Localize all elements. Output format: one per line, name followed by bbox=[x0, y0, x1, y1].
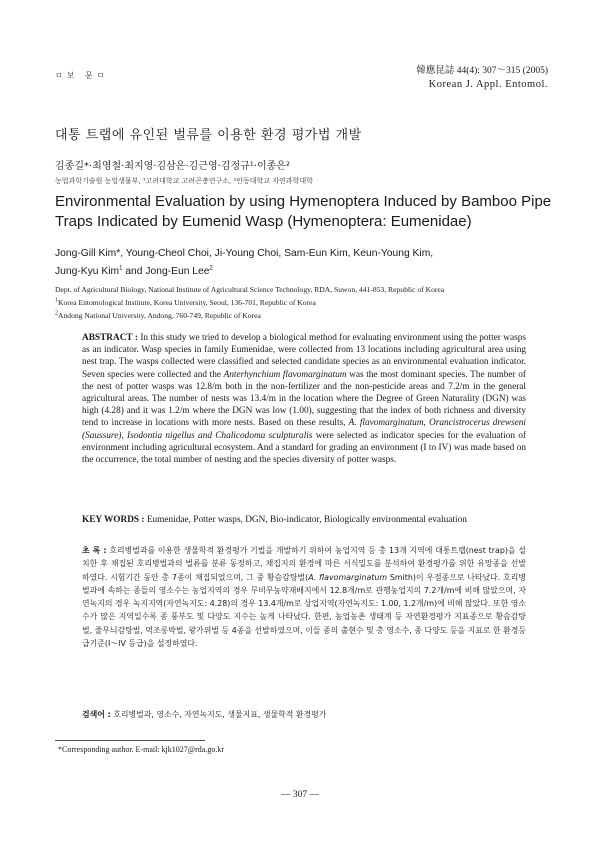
english-abstract: ABSTRACT : In this study we tried to develop a biological method for evaluating environment using the potter wasps as an indicator. Wasp species in family Eumenidae, were collected from 13 locations including agricultural area using nest trap. The wasps collected were classified and selected candidate species as an environmental evaluation indicator. Seven species were collected and the Anterhynchium flavomarginatum was the most dominant species. The number of the nest of potter wasps was 12.8/m both in the non-fertilizer and the non-pesticide areas and 7.2/m in the general agricultural areas. The number of nests was 13.4/m in the location where the Degree of Green Naturality (DGN) was high (4.28) and it was 1.2/m where the DGN was low (1.00), suggesting that the index of both richness and diversity tend to increase in locations with more nests. Based on these results, A. flavomarginatum, Orancistrocerus drewseni (Saussure), Isodontia nigellus and Chalicodoma sculpturalis were selected as indicator species for the evaluation of environment including agricultural ecosystem. And a standard for grading an environment (I to IV) was made based on the occurrence, the total number of nesting and the species diversity of potter wasps. bbox=[82, 333, 526, 466]
author-line-1: Jong-Gill Kim*, Young-Cheol Choi, Ji-Young Choi, Sam-Eun Kim, Keun-Young Kim, bbox=[55, 248, 434, 259]
species-name: Anterhynchium flavomarginatum bbox=[223, 369, 347, 380]
korean-keywords: 검색어 : 호리병벌과, 영소수, 자연녹지도, 생물지표, 생물학적 환경평가 bbox=[82, 710, 327, 719]
affiliation-3: $^2$Andong National University, Andong, 760-749, Republic of Korea bbox=[55, 310, 261, 320]
affiliation-2: $^1$Korea Entomological Institute, Korea University, Seoul, 136-701, Republic of Korea bbox=[55, 297, 316, 307]
english-keywords: KEY WORDS : Eumenidae, Potter wasps, DGN, Bio-indicator, Biologically environmental evaluation bbox=[82, 515, 467, 525]
affiliation-1: Dept. of Agricultural Biology, National Institute of Agricultural Science Technology, RDA, Suwon, 441-853, Republic of Korea bbox=[55, 285, 445, 294]
journal-citation-korean: 韓應昆誌 44(4): 307～315 (2005) bbox=[416, 66, 548, 76]
journal-citation bbox=[416, 64, 548, 92]
page-number: — 307 — bbox=[281, 790, 319, 800]
keywords-label: KEY WORDS : bbox=[82, 515, 145, 525]
korean-abstract-label: 초 록 : bbox=[82, 546, 107, 555]
section-label: ㅁ보 문ㅁ bbox=[55, 71, 109, 80]
author-line-2: Jung-Kyu Kim$^1$ and Jong-Eun Lee$^2$ bbox=[55, 265, 213, 277]
korean-keywords-label: 검색어 : bbox=[82, 710, 111, 719]
abstract-label: ABSTRACT : bbox=[82, 333, 138, 343]
korean-title: 대통 트랩에 유인된 벌류를 이용한 환경 평가법 개발 bbox=[55, 128, 362, 143]
corresponding-author-footnote: *Corresponding author. E-mail: kjk1027@rda.go.kr bbox=[58, 745, 225, 754]
species-list: A. flavomarginatum, Orancistrocerus drewseni (Saussure), Isodontia nigellus and Chalicodoma sculpturalis bbox=[82, 418, 526, 441]
footnote-divider bbox=[55, 740, 205, 741]
english-title: Environmental Evaluation by using Hymenoptera Induced by Bamboo Pipe Traps Indicated by Eumenid Wasp (Hymenoptera: Eumenidae) bbox=[55, 193, 552, 230]
english-authors bbox=[55, 245, 555, 281]
journal-name-english: Korean J. Appl. Entomol. bbox=[428, 79, 548, 90]
korean-abstract: 초 록 : 호리병벌과를 이용한 생물학적 환경평가 기법을 개발하기 위하여 농업지역 등 총 13개 지역에 대통트랩(nest trap)을 설치한 후 채집된 호리병벌과의 벌류를 분류 동정하고, 채집지의 환경에 따른 서식밀도를 분석하여 환경평가를 위한 유망종을 선발하였다. 시험기간 동안 총 7종이 채집되었으며, 그 중 황슴감탕벌(A. flavomarginatum Smith)이 우점종으로 나타났다. 호리병벌과에 속하는 종들의 영소수는 농업지역의 경우 무비무농약재배지에서 12.8개/m로 관행농업지의 7.2개/m에 비해 많았으며, 자연녹지의 경우 녹지지역(자연녹지도: 4.28)의 경우 13.4개/m로 상업지역(자연녹지도: 1.00, 1.2개/m)에 비해 많았다. 또한 영소수가 많은 지역일수록 종 풍부도 및 다양도 지수는 높게 나타났다. 한편, 농업농촌 생태계 등 자연환경평가 지표종으로 황슴감탕벌, 줄무늬감탕벌, 먹조롱박벌, 왕가위벌 등 4종을 선발하였으며, 이들 종의 출현수 및 총 영소수, 종 다양도 등을 지표로 한 환경등급기준(I～IV 등급)을 설정하였다. bbox=[82, 546, 526, 649]
korean-authors: 김종길*·최영철·최지영·김삼은·김근영·김정규¹·이종은² bbox=[55, 161, 290, 172]
species-name-ko: A. flavomarginatum bbox=[308, 572, 388, 582]
korean-affiliations: 농업과학기술원 농업생물부, ¹고려대학교 고려곤충연구소, ²안동대학교 자연과학대학 bbox=[55, 177, 313, 185]
